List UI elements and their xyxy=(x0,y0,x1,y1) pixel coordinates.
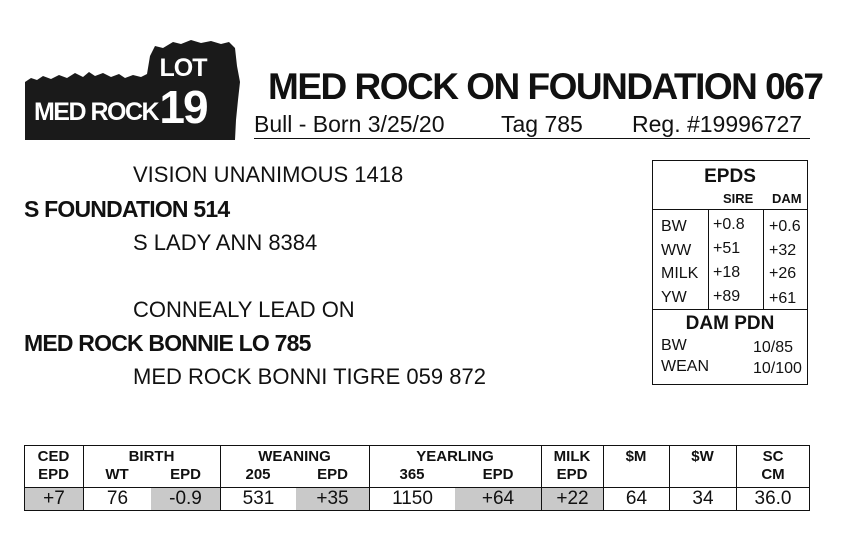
pdn-value: 10/100 xyxy=(753,360,802,377)
ced-header: CED xyxy=(37,448,70,465)
wean-epd-subheader: EPD xyxy=(317,466,348,483)
sire-dam: S LADY ANN 8384 xyxy=(133,230,318,255)
sire-sire: VISION UNANIMOUS 1418 xyxy=(133,162,404,187)
pdn-label: WEAN xyxy=(661,358,709,375)
epds-trait: YW xyxy=(661,289,687,306)
epds-sire-value: +0.8 xyxy=(713,216,745,233)
milk-epd-subheader: EPD xyxy=(556,466,588,483)
tag-number: Tag 785 xyxy=(501,111,583,137)
epds-title: EPDS xyxy=(704,166,756,187)
pdn-value: 10/85 xyxy=(753,339,794,356)
year-epd-value: +64 xyxy=(455,488,541,510)
sc-header: SC xyxy=(762,448,784,465)
birth-wt-subheader: WT xyxy=(105,466,129,483)
dam-pdn-box xyxy=(652,309,808,385)
epds-sire-value: +18 xyxy=(713,264,741,281)
weaning-header: WEANING xyxy=(258,448,331,465)
sire: S FOUNDATION 514 xyxy=(24,196,230,222)
epds-dam-value: +0.6 xyxy=(769,218,801,235)
milk-header: MILK xyxy=(553,448,591,465)
wean-epd-value: +35 xyxy=(296,488,369,510)
w-index-value: 34 xyxy=(692,488,714,509)
performance-table xyxy=(24,445,810,511)
m-index-value: 64 xyxy=(625,488,648,509)
birth-wt-value: 76 xyxy=(106,488,129,509)
epds-dam-value: +61 xyxy=(769,290,797,307)
epds-trait: BW xyxy=(661,218,687,235)
birth-header: BIRTH xyxy=(128,448,175,465)
yearling-header: YEARLING xyxy=(416,448,494,465)
w-index-header: $W xyxy=(691,448,714,465)
animal-name: MED ROCK ON FOUNDATION 067 xyxy=(268,66,823,107)
epds-divider xyxy=(708,209,709,309)
ced-epd-value: +7 xyxy=(25,488,83,510)
year-365-subheader: 365 xyxy=(399,466,425,483)
birth-epd-value: -0.9 xyxy=(151,488,220,510)
epds-sire-header: SIRE xyxy=(723,191,754,206)
m-index-header: $M xyxy=(625,448,647,465)
dam-dam: MED ROCK BONNI TIGRE 059 872 xyxy=(133,364,486,389)
epds-dam-value: +26 xyxy=(769,265,797,282)
pdn-label: BW xyxy=(661,337,687,354)
registration-number: Reg. #19996727 xyxy=(632,111,803,137)
lot-number: 19 xyxy=(159,81,207,133)
epds-sire-value: +51 xyxy=(713,240,741,257)
epds-divider xyxy=(763,209,764,309)
epds-box xyxy=(652,160,808,310)
milk-epd-value: +22 xyxy=(542,488,603,510)
wean-205-subheader: 205 xyxy=(245,466,271,483)
lot-label: LOT xyxy=(159,54,207,82)
wean-205-value: 531 xyxy=(242,488,275,509)
epds-trait: MILK xyxy=(661,265,699,282)
sc-cm-subheader: CM xyxy=(761,466,785,483)
epds-trait: WW xyxy=(661,242,692,259)
brand-name: MED ROCK xyxy=(33,98,159,126)
ced-epd-subheader: EPD xyxy=(38,466,69,483)
dam-sire: CONNEALY LEAD ON xyxy=(133,297,355,322)
birth-epd-subheader: EPD xyxy=(170,466,201,483)
dam-pdn-title: DAM PDN xyxy=(685,313,775,334)
epds-dam-header: DAM xyxy=(772,191,802,206)
year-365-value: 1150 xyxy=(392,488,433,509)
animal-info-line xyxy=(254,111,810,139)
sex-birthdate: Bull - Born 3/25/20 xyxy=(254,111,445,137)
year-epd-subheader: EPD xyxy=(482,466,514,483)
sc-value: 36.0 xyxy=(754,488,792,509)
epds-dam-value: +32 xyxy=(769,242,797,259)
epds-divider xyxy=(653,209,807,210)
dam: MED ROCK BONNIE LO 785 xyxy=(24,330,311,356)
epds-sire-value: +89 xyxy=(713,288,741,305)
